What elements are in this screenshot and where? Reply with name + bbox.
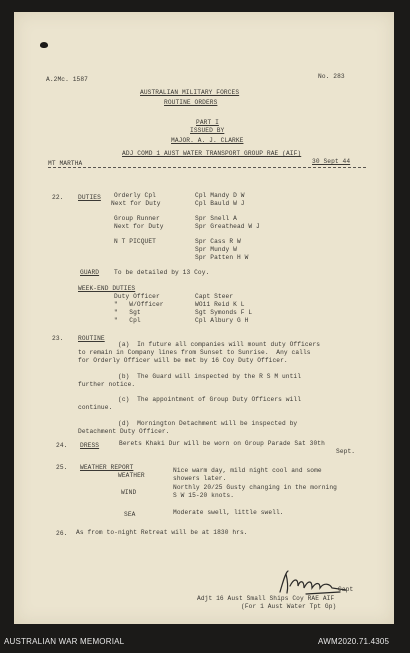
signature-rank: Capt xyxy=(338,586,354,593)
heading-routine-orders: ROUTINE ORDERS xyxy=(164,99,218,106)
duty-name: Spr Mundy W xyxy=(195,246,237,253)
routine-c-line: continue. xyxy=(78,404,113,411)
duty-role: Group Runner xyxy=(114,215,160,222)
section-25-number: 25. xyxy=(56,464,68,471)
duty-role: Orderly Cpl xyxy=(114,192,156,199)
punch-hole xyxy=(40,42,48,48)
dress-line: Sept. xyxy=(336,448,356,455)
weather-line: Nice warm day, mild night cool and some xyxy=(173,467,322,474)
section-26-number: 26. xyxy=(56,530,68,537)
retreat-line: As from to-night Retreat will be at 1830 hrs. xyxy=(76,529,248,536)
routine-a-line: (a) In future all companies will mount duty Officers xyxy=(118,341,321,348)
order-number: No. 283 xyxy=(318,73,345,80)
sea-label: SEA xyxy=(124,511,136,518)
weekend-duties-label: WEEK-END DUTIES xyxy=(78,285,136,292)
weekend-role: Duty Officer xyxy=(114,293,160,300)
weekend-role: " W/Officer xyxy=(114,301,164,308)
sea-line: Moderate swell, little swell. xyxy=(173,509,284,516)
duty-name: Spr Cass R W xyxy=(195,238,241,245)
section-22-number: 22. xyxy=(52,194,64,201)
duty-name: Spr Patten H W xyxy=(195,254,249,261)
section-24-number: 24. xyxy=(56,442,68,449)
weekend-name: WO11 Reid K L xyxy=(195,301,245,308)
duty-name: Cpl Bauld W J xyxy=(195,200,245,207)
heading-part: PART I xyxy=(196,119,219,126)
routine-a-line: for Orderly Officer will be met by 16 Coy Duty Officer. xyxy=(78,357,288,364)
heading-issuer: MAJOR. A. J. CLARKE xyxy=(171,137,244,144)
weekend-name: Capt Steer xyxy=(195,293,234,300)
weekend-name: Sgt Symonds F L xyxy=(195,309,253,316)
section-25-heading: WEATHER REPORT xyxy=(80,464,134,471)
header-rule xyxy=(48,167,366,168)
dress-line: Berets Khaki Dur will be worn on Group Parade Sat 30th xyxy=(119,440,325,447)
routine-a-line: to remain in Company lines from Sunset to Sunrise. Any calls xyxy=(78,349,311,356)
guard-text: To be detailed by 13 Coy. xyxy=(114,269,210,276)
weekend-role: " Sgt xyxy=(114,309,141,316)
order-date: 30 Sept 44 xyxy=(312,158,351,165)
duty-name: Spr Snell A xyxy=(195,215,237,222)
routine-b-line: further notice. xyxy=(78,381,136,388)
document-page xyxy=(14,12,394,624)
footer-institution: AUSTRALIAN WAR MEMORIAL xyxy=(4,637,125,646)
routine-c-line: (c) The appointment of Group Duty Officers will xyxy=(118,396,302,403)
weather-line: showers later. xyxy=(173,475,227,482)
routine-b-line: (b) The Guard will inspected by the R S M until xyxy=(118,373,302,380)
guard-label: GUARD xyxy=(80,269,100,276)
duty-role: Next for Duty xyxy=(111,200,161,207)
wind-label: WIND xyxy=(121,489,137,496)
heading-forces: AUSTRALIAN MILITARY FORCES xyxy=(140,89,240,96)
weekend-name: Cpl Albury G H xyxy=(195,317,249,324)
reference-number: A.2Mc. 1587 xyxy=(46,76,88,83)
duty-name: Cpl Mandy D W xyxy=(195,192,245,199)
duty-role: N T PICQUET xyxy=(114,238,156,245)
heading-issued-by: ISSUED BY xyxy=(190,127,225,134)
section-22-heading: DUTIES xyxy=(78,194,101,201)
location: MT MARTHA xyxy=(48,160,83,167)
section-24-heading: DRESS xyxy=(80,442,100,449)
weekend-role: " Cpl xyxy=(114,317,141,324)
wind-line: Northly 20/25 Gusty changing in the morning xyxy=(173,484,337,491)
signature-line: Adjt 16 Aust Small Ships Coy RAE AIF xyxy=(197,595,335,602)
heading-unit: ADJ COMD 1 AUST WATER TRANSPORT GROUP RAE (AIF) xyxy=(122,150,302,157)
duty-role: Next for Duty xyxy=(114,223,164,230)
routine-d-line: Detachment Duty Officer. xyxy=(78,428,170,435)
section-23-heading: ROUTINE xyxy=(78,335,105,342)
routine-d-line: (d) Mornington Detachment will be inspected by xyxy=(118,420,298,427)
signature-line: (For 1 Aust Water Tpt Gp) xyxy=(241,603,337,610)
duty-name: Spr Greathead W J xyxy=(195,223,260,230)
footer-accession-number: AWM2020.71.4305 xyxy=(318,637,390,646)
wind-line: S W 15-20 knots. xyxy=(173,492,235,499)
section-23-number: 23. xyxy=(52,335,64,342)
weather-label: WEATHER xyxy=(118,472,145,479)
